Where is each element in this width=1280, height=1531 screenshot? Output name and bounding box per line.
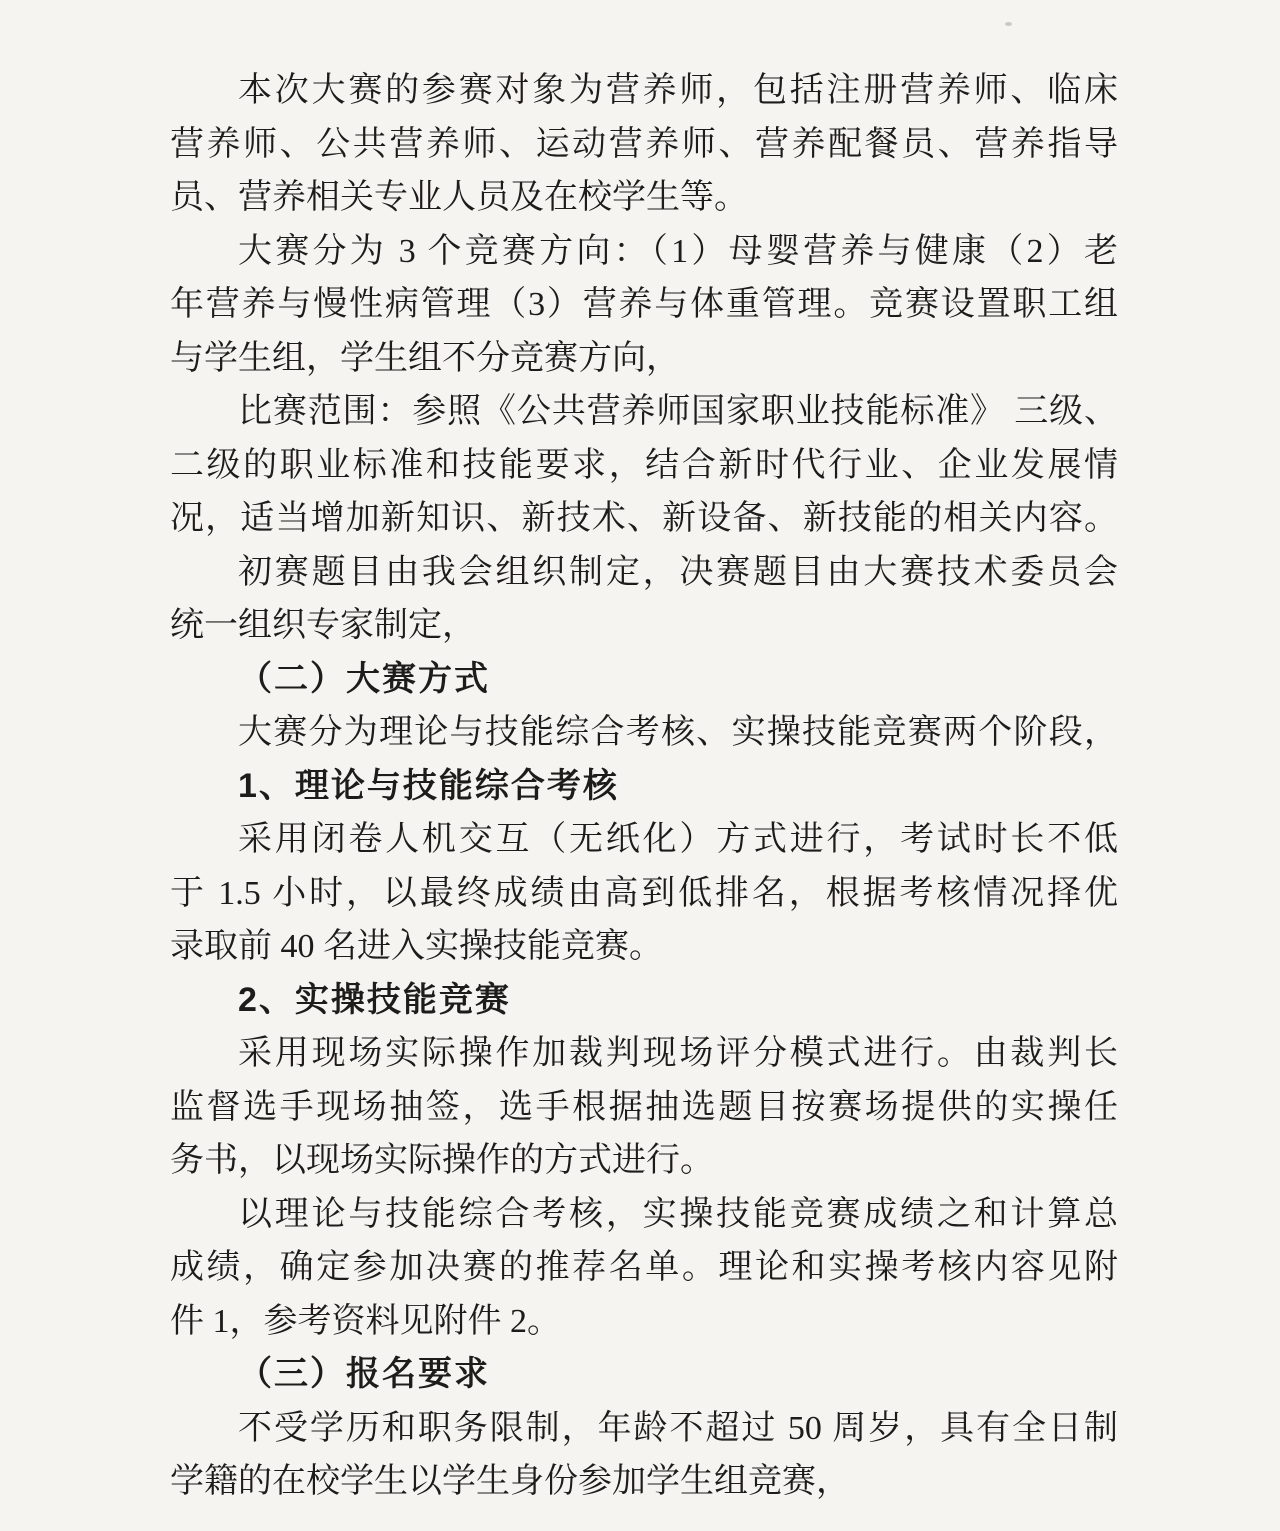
text-line: 学籍的在校学生以学生身份参加学生组竞赛，: [170, 1463, 850, 1500]
text-line: 与学生组，学生组不分竞赛方向，: [170, 339, 680, 377]
text-line: 二级的职业标准和技能要求，结合新时代行业、企业发展情: [170, 446, 1118, 484]
heading-line: （二）大赛方式: [238, 659, 490, 698]
text-line: 况，适当增加新知识、新技术、新设备、新技能的相关内容。: [170, 500, 1118, 537]
text-line: 初赛题目由我会组织制定，决赛题目由大赛技术委员会: [238, 553, 1118, 591]
text-line: 本次大赛的参赛对象为营养师，包括注册营养师、临床: [238, 72, 1118, 109]
heading-line: 2、实操技能竞赛: [238, 980, 511, 1019]
text-line: 比赛范围：参照《公共营养师国家职业技能标准》 三级、: [238, 393, 1118, 430]
text-line: 成绩，确定参加决赛的推荐名单。理论和实操考核内容见附: [170, 1249, 1118, 1286]
text-line: 于 1.5 小时，以最终成绩由高到低排名，根据考核情况择优: [170, 874, 1118, 912]
scan-artifact-speck: [1005, 22, 1012, 26]
text-line: 采用现场实际操作加裁判现场评分模式进行。由裁判长: [238, 1035, 1118, 1072]
heading-line: 1、理论与技能综合考核: [238, 766, 619, 805]
text-line: 件 1，参考资料见附件 2。: [170, 1302, 561, 1340]
text-line: 大赛分为理论与技能综合考核、实操技能竞赛两个阶段，: [238, 714, 1118, 751]
heading-line: （三）报名要求: [238, 1355, 490, 1393]
text-line: 监督选手现场抽签，选手根据抽选题目按赛场提供的实操任: [170, 1088, 1118, 1126]
document-body: [170, 64, 1118, 1509]
text-line: 以理论与技能综合考核，实操技能竞赛成绩之和计算总: [238, 1195, 1118, 1233]
text-line: 录取前 40 名进入实操技能竞赛。: [170, 928, 663, 965]
text-line: 大赛分为 3 个竞赛方向：（1）母婴营养与健康（2）老: [238, 232, 1118, 270]
text-line: 不受学历和职务限制，年龄不超过 50 周岁，具有全日制: [238, 1409, 1118, 1447]
text-line: 营养师、公共营养师、运动营养师、营养配餐员、营养指导: [170, 125, 1118, 163]
text-line: 员、营养相关专业人员及在校学生等。: [170, 179, 748, 216]
text-line: 统一组织专家制定，: [170, 607, 476, 644]
text-line: 采用闭卷人机交互（无纸化）方式进行，考试时长不低: [238, 821, 1118, 858]
text-line: 务书，以现场实际操作的方式进行。: [170, 1142, 714, 1179]
text-line: 年营养与慢性病管理（3）营养与体重管理。竞赛设置职工组: [170, 286, 1118, 323]
